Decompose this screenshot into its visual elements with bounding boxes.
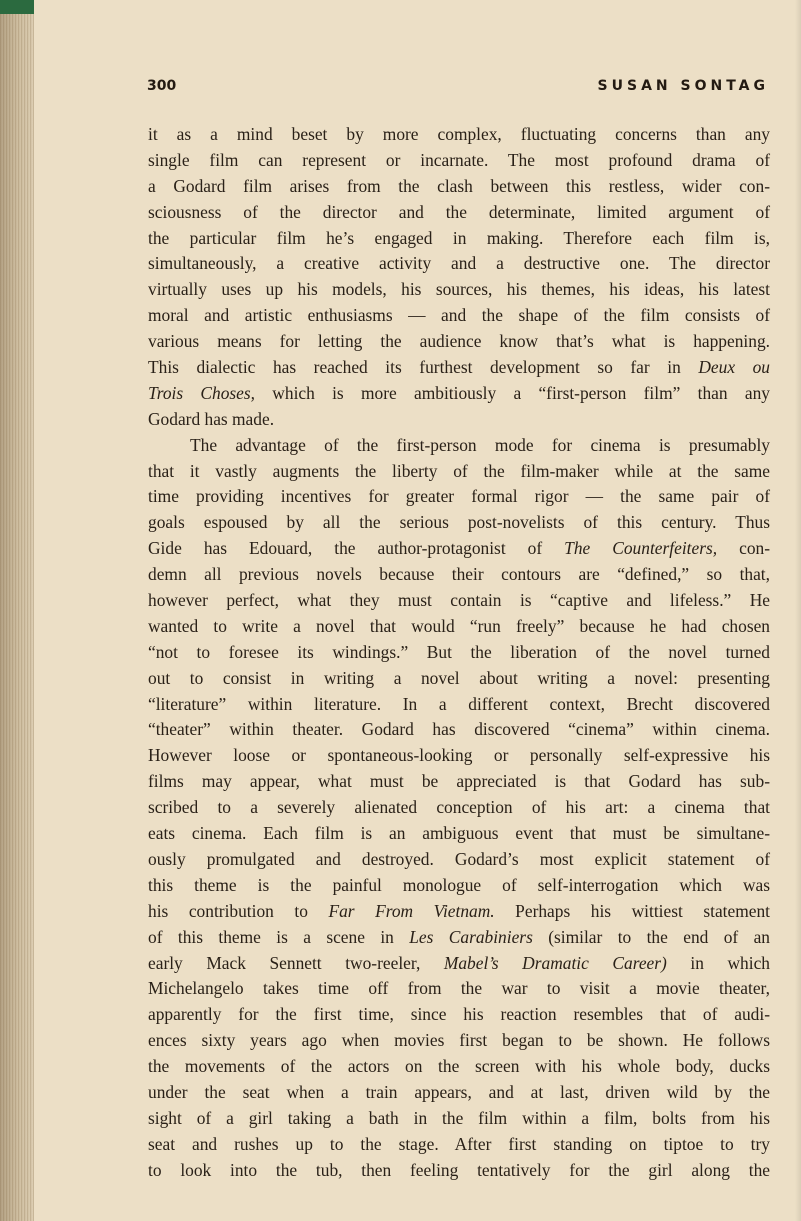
text-line: however perfect, what they must contain is “captive and lifeless.” He (148, 590, 770, 611)
text-line: ously promulgated and destroyed. Godard’s most explicit statement of (148, 848, 770, 869)
text-line: ences sixty years ago when movies first began to be shown. He follows (148, 1030, 770, 1051)
paragraph (148, 122, 770, 433)
italic-title: Deux ou (698, 357, 770, 378)
text-line: The advantage of the first-person mode for cinema is presumably (190, 434, 770, 455)
italic-title: The Counterfeiters, (564, 538, 718, 559)
text-line: that it vastly augments the liberty of the film-maker while at the same (148, 460, 770, 481)
text-line: Gide has Edouard, the author-protagonist of The Counterfeiters, con- (148, 538, 771, 559)
text-line: Godard has made. (148, 408, 275, 429)
text-line: goals espoused by all the serious post-novelists of this century. Thus (148, 512, 770, 533)
text-line: Trois Choses, which is more ambitiously a “first-person film” than any (148, 382, 770, 403)
text-line: early Mack Sennett two-reeler, Mabel’s Dramatic Career) in which (148, 952, 770, 973)
text-line: to look into the tub, then feeling tentatively for the girl along the (148, 1159, 770, 1180)
bookmark-ribbon (0, 0, 34, 14)
text-line: a Godard film arises from the clash between this restless, wider con- (148, 175, 770, 196)
text-line: seat and rushes up to the stage. After first standing on tiptoe to try (148, 1133, 770, 1154)
text-line: “literature” within literature. In a different context, Brecht discovered (148, 693, 770, 714)
italic-title: Trois Choses, (148, 382, 256, 403)
text-line: single film can represent or incarnate. The most profound drama of (148, 149, 770, 170)
text-line: it as a mind beset by more complex, fluctuating concerns than any (148, 124, 770, 144)
text-line: This dialectic has reached its furthest development so far in Deux ou (148, 357, 770, 378)
page-number: 300 (147, 78, 177, 94)
text-line: sight of a girl taking a bath in the film within a film, bolts from his (148, 1107, 770, 1128)
text-line: apparently for the first time, since his reaction resembles that of audi- (148, 1004, 770, 1025)
text-line: “theater” within theater. Godard has discovered “cinema” within cinema. (148, 719, 770, 740)
page-header (147, 78, 769, 102)
text-line: of this theme is a scene in Les Carabiniers (similar to the end of an (148, 926, 770, 947)
page-edge-stack (0, 0, 34, 1221)
text-line: wanted to write a novel that would “run freely” because he had chosen (148, 615, 770, 636)
italic-title: Mabel’s Dramatic Career) (443, 952, 667, 973)
text-line: scribed to a severely alienated conception of his art: a cinema that (148, 797, 770, 818)
italic-title: Les Carabiniers (409, 926, 533, 947)
text-line: simultaneously, a creative activity and a destructive one. The director (148, 253, 770, 274)
text-line: this theme is the painful monologue of self-interrogation which was (148, 874, 770, 895)
text-line: time providing incentives for greater formal rigor — the same pair of (148, 486, 770, 507)
paragraph (148, 433, 770, 1184)
text-line: under the seat when a train appears, and at last, driven wild by the (148, 1081, 770, 1102)
text-line: his contribution to Far From Vietnam. Perhaps his wittiest statement (148, 900, 771, 921)
text-line: However loose or spontaneous-looking or personally self-expressive his (148, 745, 770, 766)
text-line: various means for letting the audience know that’s what is happening. (148, 331, 770, 352)
text-line: eats cinema. Each film is an ambiguous event that must be simultane- (148, 823, 770, 844)
body-text (148, 122, 770, 1184)
text-line: films may appear, what must be appreciated is that Godard has sub- (148, 771, 770, 792)
page-shadow (795, 0, 801, 1221)
text-line: out to consist in writing a novel about writing a novel: presenting (148, 667, 770, 688)
text-line: virtually uses up his models, his sources, his themes, his ideas, his latest (148, 279, 770, 300)
text-line: the particular film he’s engaged in making. Therefore each film is, (148, 227, 770, 248)
text-line: Michelangelo takes time off from the war to visit a movie theater, (148, 978, 770, 999)
text-line: demn all previous novels because their contours are “defined,” so that, (148, 564, 770, 585)
running-head: SUSAN SONTAG (597, 78, 769, 94)
text-line: moral and artistic enthusiasms — and the shape of the film consists of (148, 305, 770, 326)
text-line: sciousness of the director and the determinate, limited argument of (148, 201, 770, 222)
text-line: the movements of the actors on the screen with his whole body, ducks (148, 1056, 770, 1077)
italic-title: Far From Vietnam. (328, 900, 495, 921)
text-line: “not to foresee its windings.” But the liberation of the novel turned (148, 641, 770, 662)
